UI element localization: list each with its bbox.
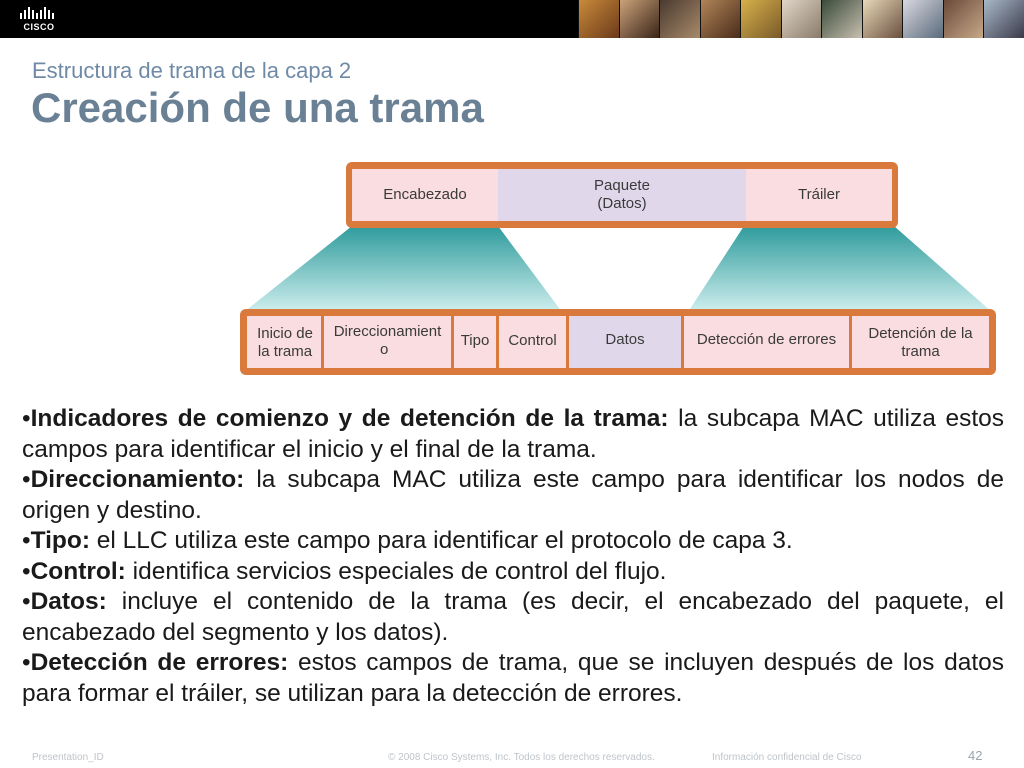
packet-label-line1: Paquete: [594, 177, 650, 194]
field-addressing-label-line1: Direccionamient: [333, 323, 442, 340]
cisco-logo-text: CISCO: [23, 22, 55, 32]
bullet-item: •Detección de errores: estos campos de trama, que se incluyen después de los datos para formar el tráiler, se utilizan para la detección de errores.: [22, 649, 1005, 707]
bullet-text: identifica servicios especiales de control del flujo.: [125, 557, 667, 585]
slide-title: Creación de una trama: [31, 84, 484, 131]
field-data-label: Datos: [605, 331, 645, 348]
field-addressing-label-line2: o: [380, 341, 389, 358]
bullet-item: •Direccionamiento: la subcapa MAC utiliza este campo para identificar los nodos de origen y destino.: [22, 466, 1004, 524]
bullet-item: •Tipo: el LLC utiliza este campo para identificar el protocolo de capa 3.: [22, 527, 793, 554]
bullet-term: Control:: [30, 557, 126, 585]
bullet-text: la subcapa MAC utiliza este campo para identificar los nodos de origen y destino.: [22, 466, 1004, 524]
bullet-text: el LLC utiliza este campo para identificar el protocolo de capa 3.: [90, 527, 793, 554]
bullet-list: [22, 404, 1004, 709]
field-stop-label-line1: Detención de la: [868, 325, 973, 342]
bullet-item: •Indicadores de comienzo y de detención de la trama: la subcapa MAC utiliza estos campos para identificar el inicio y el final de la trama.: [22, 405, 1005, 463]
expansion-left: [244, 226, 562, 312]
page-number: 42: [968, 748, 983, 763]
field-start-label-line2: la trama: [257, 343, 313, 360]
bullet-text: incluye el contenido de la trama (es decir, el encabezado del paquete, el encabezado del segmento y los datos).: [22, 588, 1004, 646]
bullet-text: estos campos de trama, que se incluyen después de los datos para formar el tráiler, se utilizan para la detección de errores.: [22, 649, 1005, 707]
bullet-term: Indicadores de comienzo y de detención de la trama:: [30, 405, 669, 432]
field-control-label: Control: [508, 332, 557, 349]
bullet-term: Direccionamiento:: [30, 466, 245, 493]
field-stop-label-line2: trama: [901, 343, 940, 360]
header-label: Encabezado: [383, 186, 467, 203]
slide-subtitle: Estructura de trama de la capa 2: [32, 58, 352, 83]
expansion-right: [688, 226, 992, 312]
bullet-item: •Control: identifica servicios especiales de control del flujo.: [22, 557, 667, 585]
bullet-term: Tipo:: [30, 527, 90, 554]
field-start-label-line1: Inicio de: [257, 325, 313, 342]
footer-presentation-id: Presentation_ID: [32, 752, 104, 763]
field-type-label: Tipo: [460, 332, 490, 349]
trailer-label: Tráiler: [798, 186, 840, 203]
footer-confidential: Información confidencial de Cisco: [712, 752, 862, 763]
bullet-term: Detección de errores:: [30, 649, 289, 676]
bullet-text: la subcapa MAC utiliza estos campos para identificar el inicio y el final de la trama.: [22, 405, 1005, 463]
bullet-term: Datos:: [30, 588, 107, 615]
packet-label-line2: (Datos): [597, 195, 647, 212]
field-error-detection-label: Detección de errores: [696, 331, 837, 348]
footer-copyright: © 2008 Cisco Systems, Inc. Todos los derechos reservados.: [388, 752, 655, 763]
bullet-item: •Datos: incluye el contenido de la trama (es decir, el encabezado del paquete, el encabezado del segmento y los datos).: [22, 588, 1004, 646]
